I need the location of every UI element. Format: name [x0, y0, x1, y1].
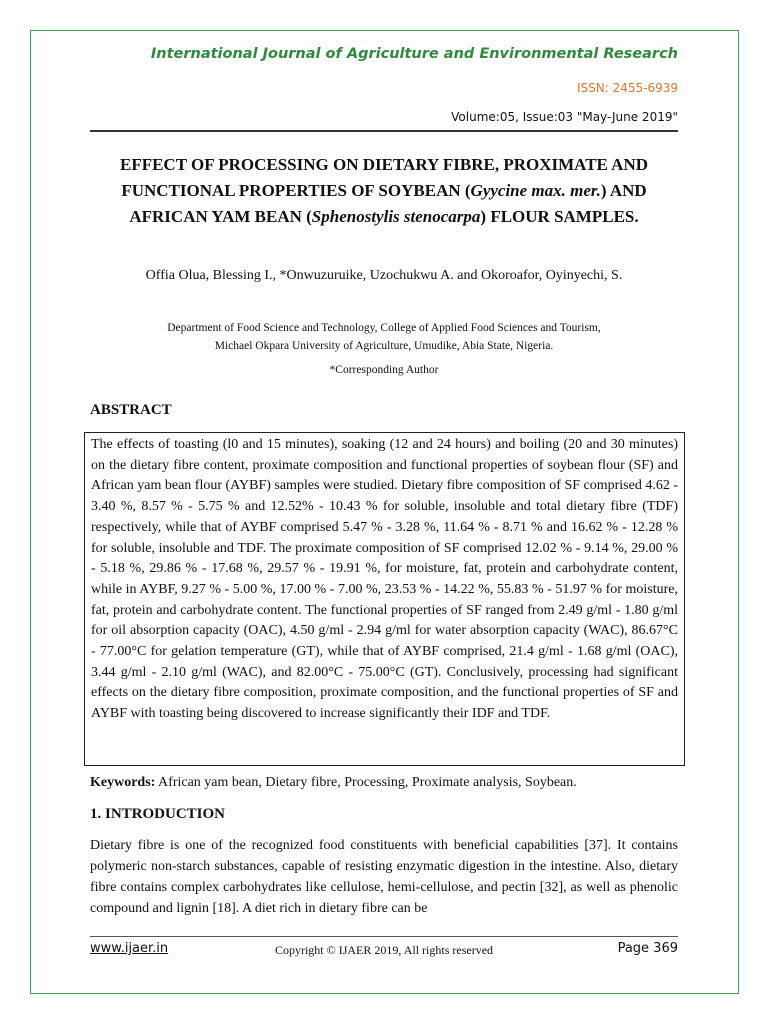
website-link[interactable]: www.ijaer.in — [90, 941, 169, 956]
introduction-text: Dietary fibre is one of the recognized food constituents with beneficial capabilities [37]. It contains polymeric non-starch substances, capable of resisting enzymatic digestion in the intestine. Also, dietary fibre contains complex carbohydrates like cellulose, hemi-cellulose, and pectin [32], as well as phenolic compound and lignin [18]. A diet rich in dietary fibre can be — [90, 838, 678, 916]
affiliation-line-2: Michael Okpara University of Agriculture, Umudike, Abia State, Nigeria. — [214, 340, 554, 352]
paper-title — [90, 152, 678, 230]
authors: Offia Olua, Blessing I., *Onwuzuruike, Uzochukwu A. and Okoroafor, Oyinyechi, S. — [145, 268, 623, 283]
title-species-1: Gyycine max. mer. — [470, 181, 601, 200]
corresponding-author: *Corresponding Author — [329, 364, 439, 376]
abstract-heading: ABSTRACT — [90, 402, 172, 418]
abstract-box — [84, 432, 685, 766]
title-part-3: ) FLOUR SAMPLES. — [480, 207, 639, 226]
issn: ISSN: 2455-6939 — [576, 81, 678, 95]
title-part-2: ) AND AFRICAN YAM BEAN ( — [129, 181, 647, 226]
title-species-2: Sphenostylis stenocarpa — [311, 207, 481, 226]
footer-rule — [90, 936, 678, 937]
abstract-text: The effects of toasting (l0 and 15 minutes), soaking (12 and 24 hours) and boiling (20 and 30 minutes) on the dietary fibre content, proximate composition and functional properties of soybean flour (SF) and African yam bean flour (AYBF) samples were studied. Dietary fibre composition of SF comprised 4.62 - 3.40 %, 8.57 % - 5.75 % and 12.52% - 10.43 % for soluble, insoluble and total dietary fibre (TDF) respectively, while that of AYBF comprised 5.47 % - 3.28 %, 11.64 % - 8.71 % and 16.62 % - 12.28 % for soluble, insoluble and TDF. The proximate composition of SF comprised 12.02 % - 9.14 %, 29.00 % - 5.18 %, 29.86 % - 17.68 %, 29.57 % - 19.91 %, for moisture, fat, protein and carbohydrate content, while in AYBF, 9.27 % - 5.00 %, 17.00 % - 7.00 %, 23.53 % - 14.22 %, 55.83 % - 51.97 % for moisture, fat, protein and carbohydrate content. The functional properties of SF ranged from 2.49 g/ml - 1.80 g/ml for oil absorption capacity (OAC), 4.50 g/ml - 2.94 g/ml for water absorption capacity (WAC), 86.67°C - 77.00°C for gelation temperature (GT), while that of AYBF comprised, 21.4 g/ml - 1.68 g/ml (OAC), 3.44 g/ml - 2.10 g/ml (WAC), and 82.00°C - 75.00°C (GT). Conclusively, processing had significant effects on the dietary fibre composition, proximate composition, and the functional properties of SF and AYBF with toasting being discovered to increase significantly their IDF and TDF. — [91, 437, 678, 722]
volume-issue: Volume:05, Issue:03 "May-June 2019" — [451, 110, 678, 124]
copyright: Copyright © IJAER 2019, All rights reserved — [274, 943, 494, 957]
introduction-heading: 1. INTRODUCTION — [90, 806, 226, 822]
header-rule — [90, 130, 678, 132]
keywords-text: African yam bean, Dietary fibre, Processing, Proximate analysis, Soybean. — [155, 775, 577, 790]
keywords-label: Keywords: — [90, 775, 156, 790]
title-part-1: EFFECT OF PROCESSING ON DIETARY FIBRE, PROXIMATE AND FUNCTIONAL PROPERTIES OF SOYBEAN ( — [119, 155, 649, 200]
affiliation — [90, 319, 678, 355]
keywords — [90, 775, 678, 791]
affiliation-line-1: Department of Food Science and Technology, College of Applied Food Sciences and Tourism, — [167, 322, 601, 334]
page-number: Page 369 — [617, 941, 678, 956]
journal-name: International Journal of Agriculture and Environmental Research — [150, 46, 678, 62]
